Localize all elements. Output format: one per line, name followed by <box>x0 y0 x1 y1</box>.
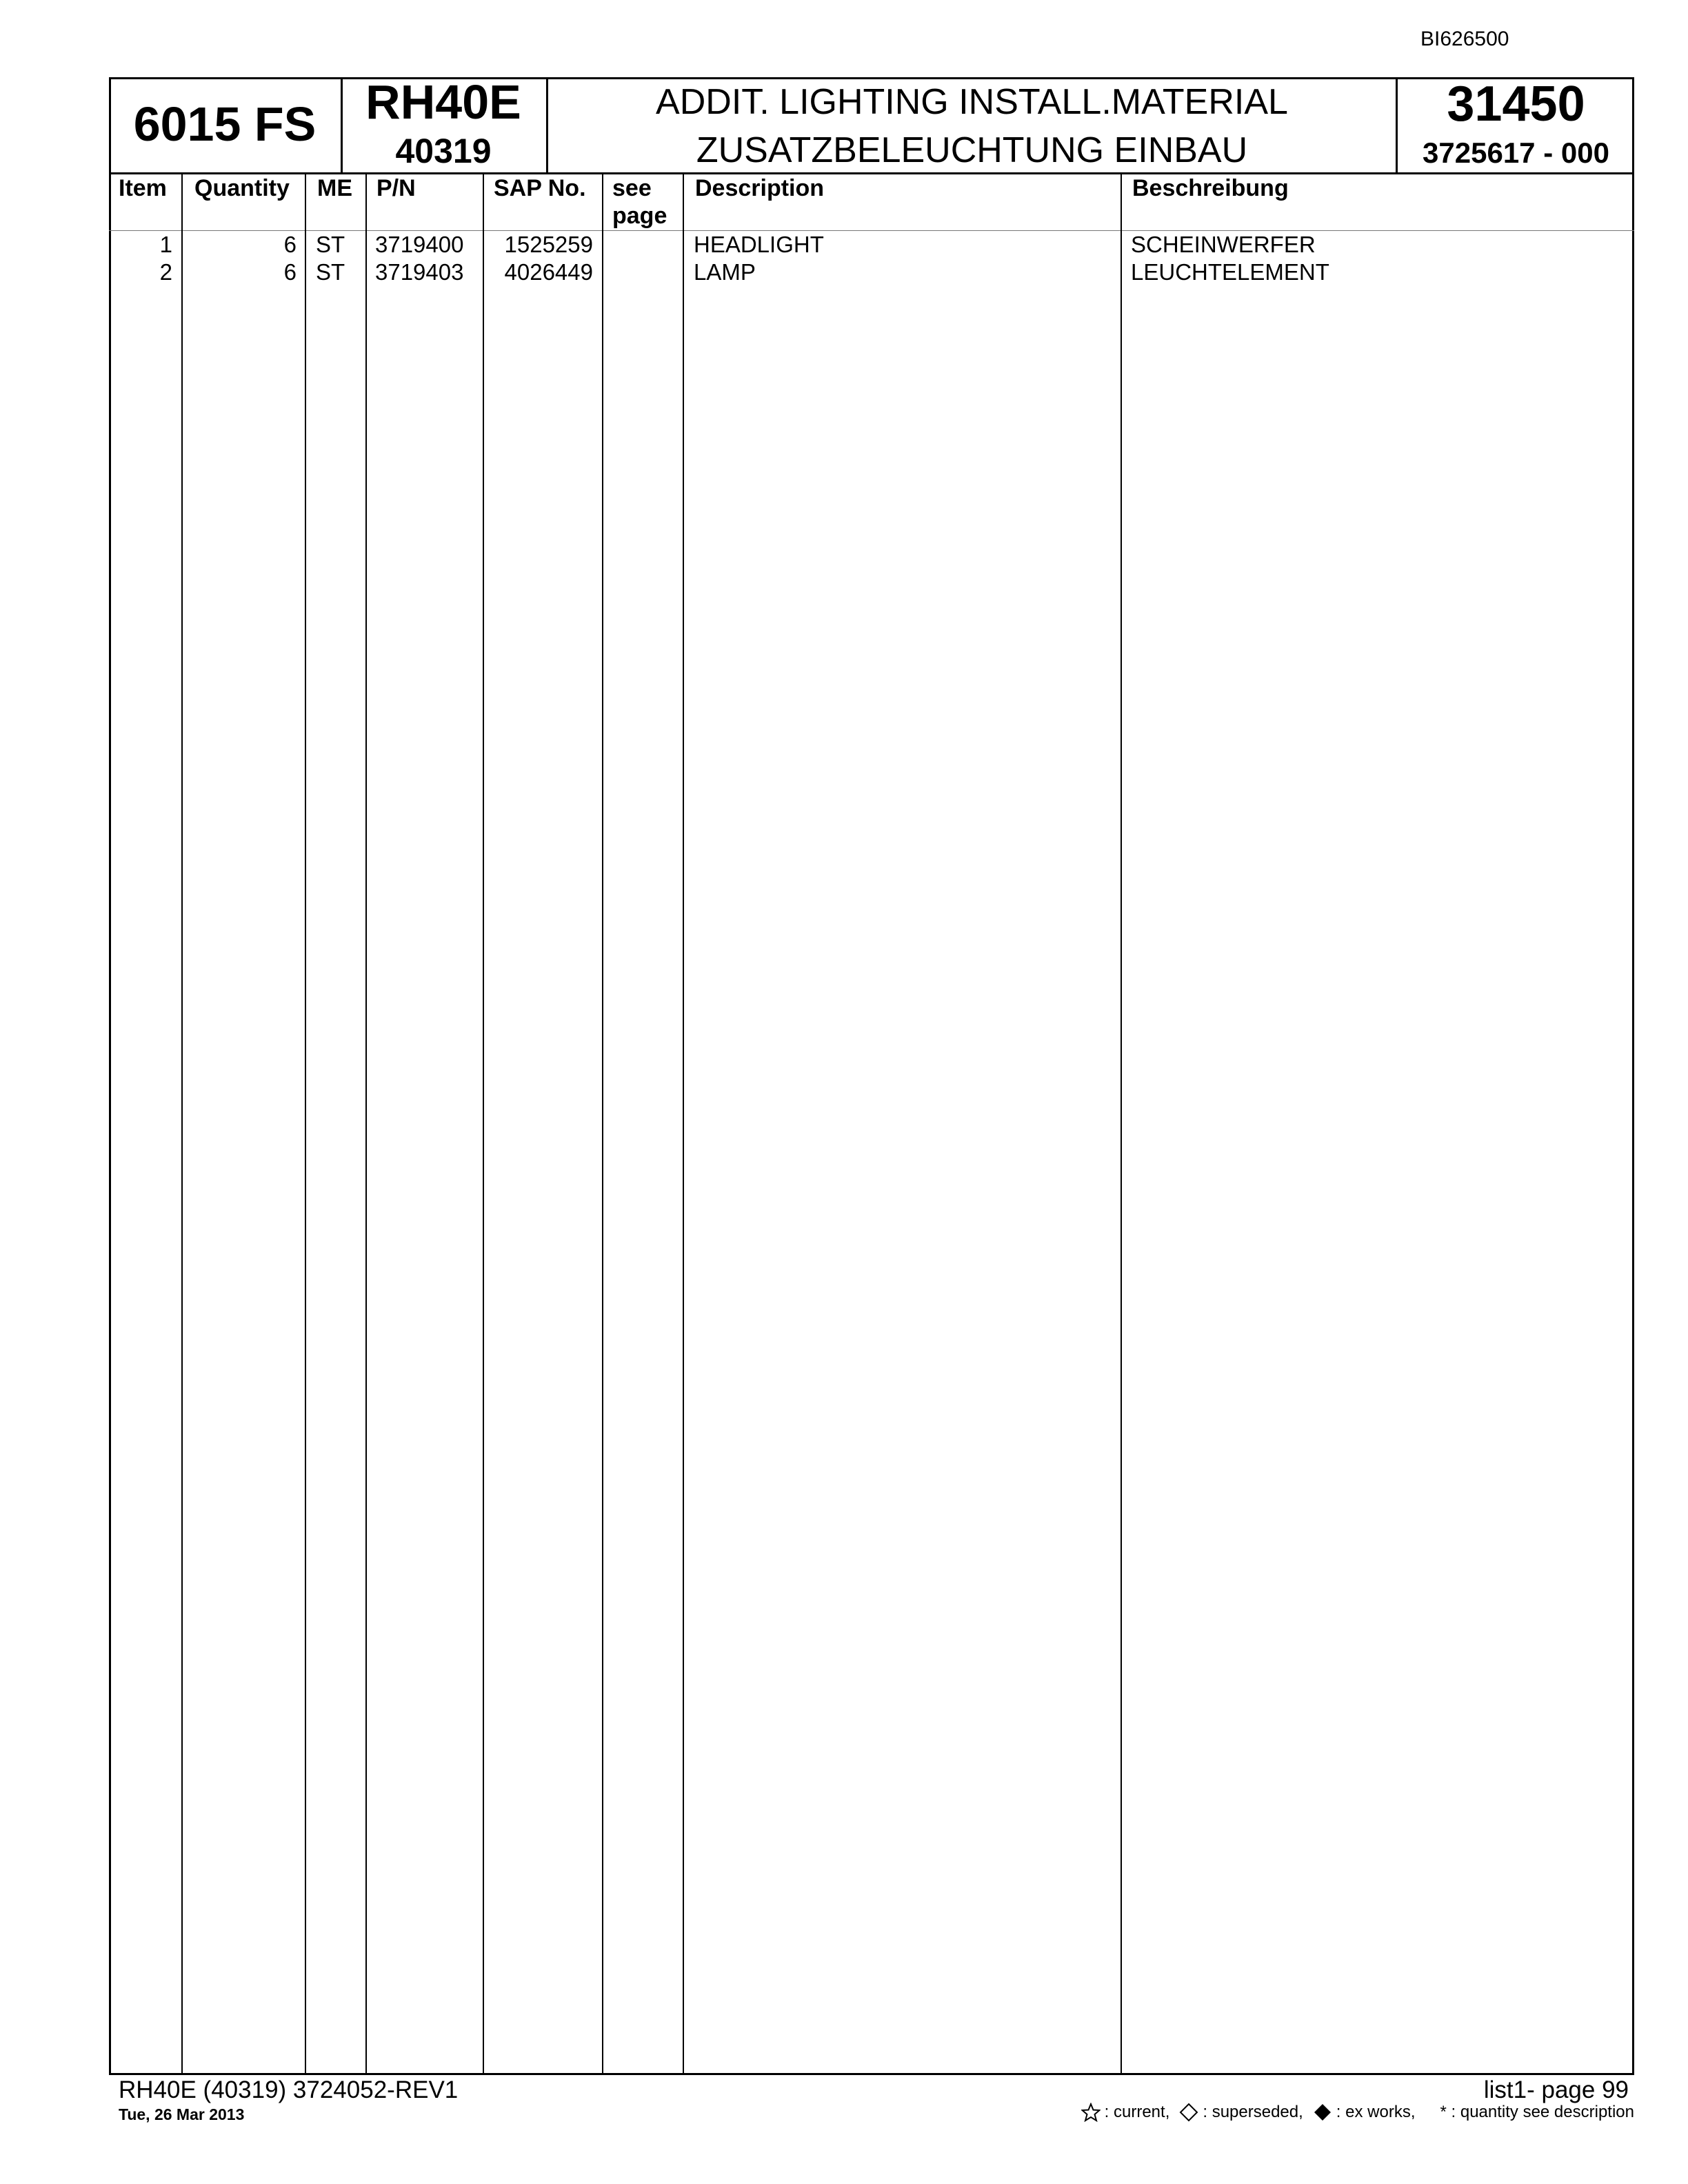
column-header-pn: P/N <box>376 175 416 201</box>
diamond-outline-icon <box>1179 2103 1198 2122</box>
title-german: ZUSATZBELEUCHTUNG EINBAU <box>696 130 1248 170</box>
machine-type: RH40E <box>365 75 521 129</box>
footer-date: Tue, 26 Mar 2013 <box>119 2105 245 2123</box>
legend-current-label: : current, <box>1104 2103 1170 2121</box>
column-header-sap: SAP No. <box>494 175 586 201</box>
title-block-divider <box>109 172 1634 174</box>
parts-list-frame <box>109 77 1634 2075</box>
table-row-2-me: ST <box>316 259 345 285</box>
table-row-1-beschreibung: SCHEINWERFER <box>1131 232 1316 257</box>
column-header-description: Description <box>695 175 825 201</box>
table-row-1-me: ST <box>316 232 345 257</box>
serial-number: 40319 <box>395 132 492 170</box>
column-header-item: Item <box>119 175 167 201</box>
table-row-2-sap: 4026449 <box>504 259 593 285</box>
footer-page-number: list1- page 99 <box>1483 2076 1629 2103</box>
column-header-me: ME <box>317 175 352 201</box>
table-row-2-quantity: 6 <box>283 259 297 285</box>
column-header-quantity: Quantity <box>194 175 290 201</box>
footer-legend <box>1081 2103 1634 2122</box>
table-row-1-description: HEADLIGHT <box>694 232 824 257</box>
column-header-see: see <box>612 175 652 201</box>
footer-reference: RH40E (40319) 3724052-REV1 <box>119 2076 459 2103</box>
group-number: 31450 <box>1447 77 1585 132</box>
drawing-number: 3725617 - 000 <box>1423 136 1609 169</box>
legend-quantity-label: * : quantity see description <box>1440 2103 1634 2121</box>
star-outline-icon <box>1081 2103 1101 2122</box>
table-row-2-description: LAMP <box>694 259 756 285</box>
column-header-page: page <box>612 203 667 229</box>
table-row-2-beschreibung: LEUCHTELEMENT <box>1131 259 1329 285</box>
table-row-1-pn: 3719400 <box>375 232 464 257</box>
diamond-filled-icon <box>1313 2103 1332 2122</box>
table-row-1-item: 1 <box>159 232 172 257</box>
table-row-1-sap: 1525259 <box>504 232 593 257</box>
model-code: 6015 FS <box>133 97 316 151</box>
table-row-2-item: 2 <box>159 259 172 285</box>
table-row-2-pn: 3719403 <box>375 259 464 285</box>
legend-exworks-label: : ex works, <box>1336 2103 1416 2121</box>
column-header-beschreibung: Beschreibung <box>1132 175 1289 201</box>
document-id: BI626500 <box>1420 28 1509 50</box>
column-header-divider <box>109 230 1634 231</box>
table-row-1-quantity: 6 <box>283 232 297 257</box>
legend-superseded-label: : superseded, <box>1203 2103 1303 2121</box>
title-english: ADDIT. LIGHTING INSTALL.MATERIAL <box>656 82 1288 122</box>
